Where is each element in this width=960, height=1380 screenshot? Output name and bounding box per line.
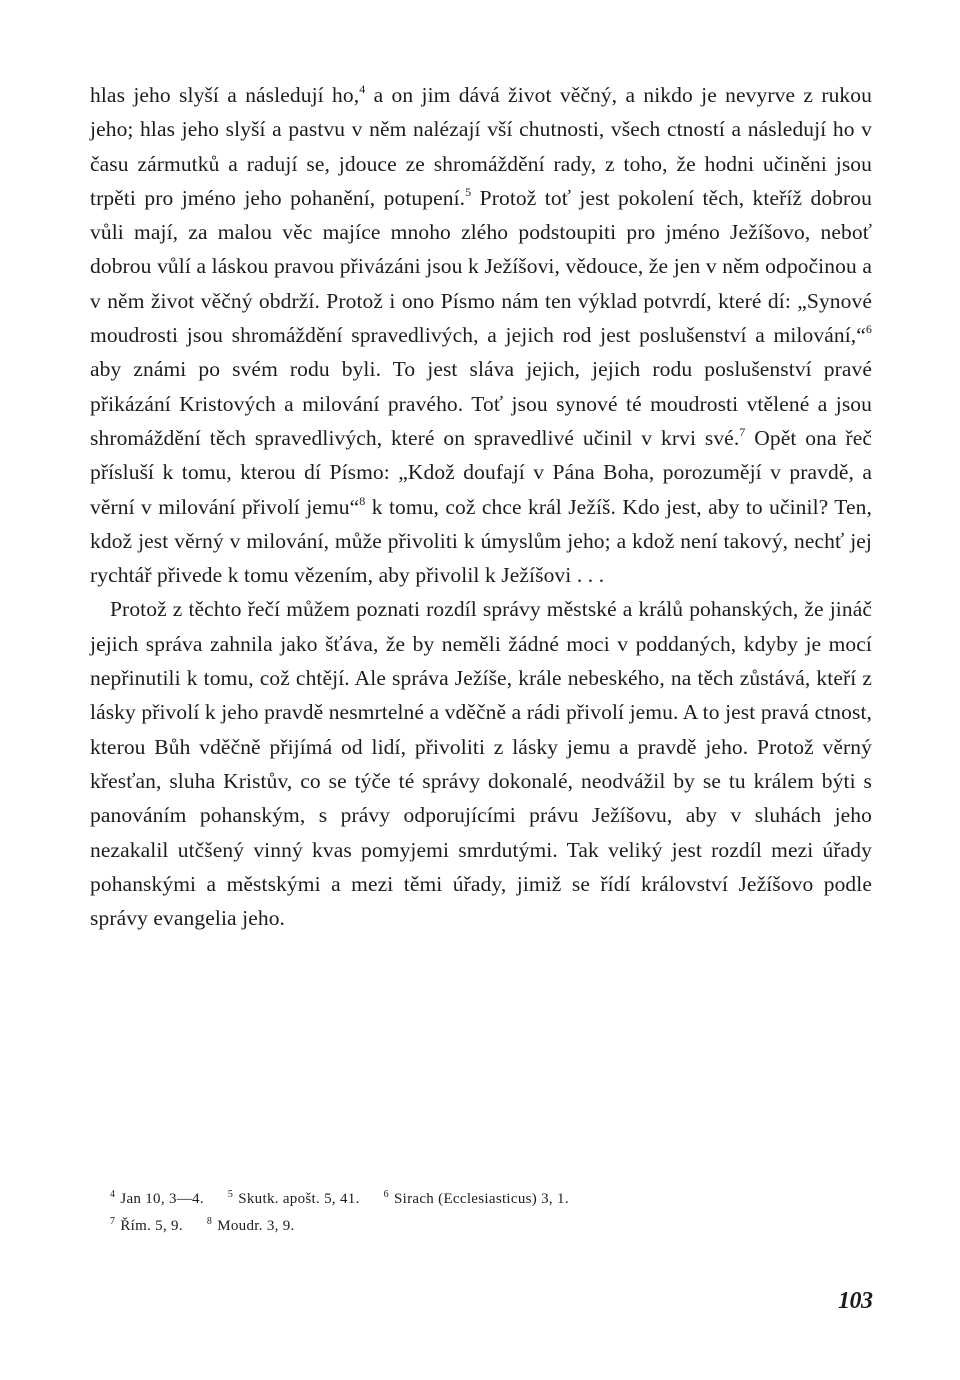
footnote-number: 4 [110, 1189, 116, 1200]
text-segment: Opět ona řeč přísluší k tomu, kterou dí Písmo: „Kdož doufají v Pána Boha, porozumějí v pravdě, a věrní v milování přivolí jemu“ [90, 425, 872, 519]
footnote-text: Skutk. apošt. 5, 41. [238, 1191, 360, 1207]
footnote-text: Sirach (Ecclesiasticus) 3, 1. [393, 1191, 569, 1207]
text-segment: k tomu, což chce král Ježíš. Kdo jest, aby to učinil? Ten, kdož jest věrný v milování, může přivoliti k úmyslům jeho; a kdož není takový, nechť jej rychtář přivede k tomu vězením, aby přivolil k Ježíšovi . . . [90, 494, 872, 588]
main-text [90, 78, 872, 935]
footnote-number: 6 [383, 1189, 389, 1200]
footnote-text: Moudr. 3, 9. [217, 1218, 295, 1234]
text-segment: Protož toť jest pokolení těch, kteříž dobrou vůli mají, za malou věc majíce mnoho zlého podstoupiti pro jméno Ježíšovo, neboť dobrou vůlí a láskou pravou přivázáni jsou k Ježíšovi, vědouce, že jen v něm odpočinou a v něm život věčný obdrží. Protož i ono Písmo nám ten výklad potvrdí, které dí: „Synové moudrosti jsou shromáždění spravedlivých, a jejich rod jest poslušenství a milování,“ [90, 185, 873, 348]
footnote-text: Jan 10, 3—4. [120, 1191, 204, 1207]
footnote-number: 5 [227, 1189, 234, 1200]
page-number: 103 [838, 1288, 873, 1314]
text-segment: aby známi po svém rodu byli. To jest sláva jejich, jejich rodu poslušenství pravé přikázání Kristových a milování pravého. Toť jsou synové té moudrosti vtělené a jsou shromáždění těch spravedlivých, které on spravedlivé učinil v krvi své. [90, 357, 872, 450]
footnote-number: 8 [206, 1216, 213, 1227]
footnote-line [110, 1186, 569, 1213]
footnote-number: 7 [110, 1216, 116, 1227]
footnote-line [110, 1213, 569, 1240]
footnote-ref: 5 [465, 184, 472, 199]
footnote-ref: 7 [739, 424, 746, 439]
paragraph-1 [90, 78, 872, 592]
text-segment: hlas jeho slyší a následují ho, [90, 83, 360, 107]
footnote-ref: 6 [865, 322, 872, 337]
footnotes [110, 1186, 569, 1240]
paragraph-2: Protož z těchto řečí můžem poznati rozdíl správy městské a králů pohanských, že jináč jejich správa zahnila jako šťáva, že by neměli žádné moci v poddaných, kdyby je mocí nepřinutili k tomu, což chtějí. Ale správa Ježíše, krále nebeského, na těch zůstává, kteří z lásky přivolí k jeho pravdě nesmrtelné a vděčně a rádi přivolí jemu. A to jest pravá ctnost, kterou Bůh vděčně přijímá od lidí, přivoliti z lásky jemu a pravdě jeho. Protož věrný křesťan, sluha Kristův, co se týče té správy dokonalé, neodvážil by se tu králem býti s panováním pohanským, s právy odporujícími právu Ježíšovu, aby v sluhách jeho nezakalil utčšený vinný kvas pomyjemi smrdutými. Tak veliký jest rozdíl mezi úřady pohanskými a městskými a mezi těmi úřady, jimiž se řídí království Ježíšovo podle správy evangelia jeho. [90, 597, 872, 931]
footnote-ref: 4 [359, 82, 366, 96]
footnote-ref: 8 [359, 493, 366, 508]
footnote-text: Řím. 5, 9. [120, 1218, 183, 1234]
text-segment: a on jim dává život věčný, a nikdo je nevyrve z rukou jeho; hlas jeho slyší a pastvu v něm nalézají vší chutnosti, všech ctností a následují ho v času zármutků a radují se, jdouce ze shromáždění rady, z toho, že hodni učiněni jsou trpěti pro jméno jeho pohanění, potupení. [90, 83, 872, 210]
